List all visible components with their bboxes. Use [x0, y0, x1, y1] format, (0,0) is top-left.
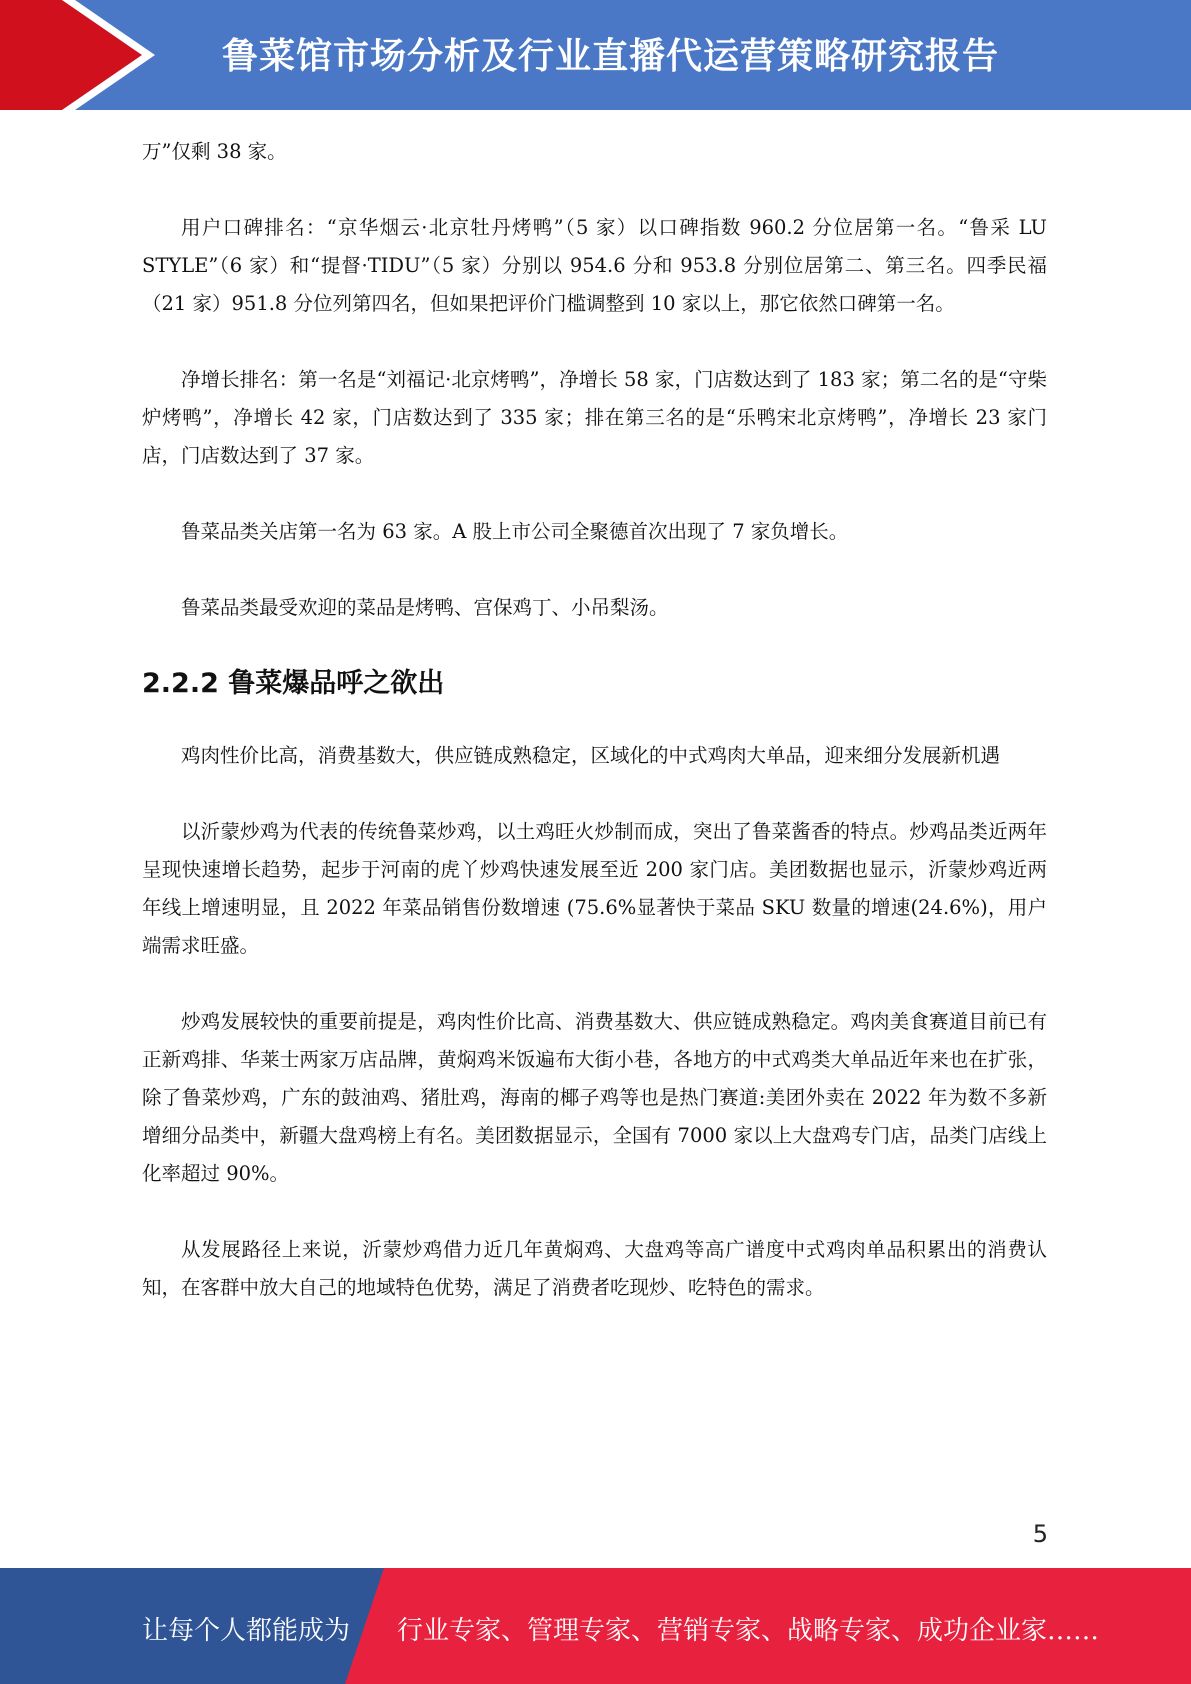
- page-number: 5: [1032, 1520, 1048, 1548]
- paragraph: 用户口碑排名：“京华烟云·北京牡丹烤鸭”（5 家）以口碑指数 960.2 分位居第一名。“鲁采 LU STYLE”（6 家）和“提督·TIDU”（5 家）分别以 954.6 分和 953.8 分别位居第二、第三名。四季民福（21 家）951.8 分位列第四名，但如果把评价门槛调整到 10 家以上，那它依然口碑第一名。: [142, 216, 1047, 315]
- page-footer: [0, 1568, 1191, 1684]
- report-title: 鲁菜馆市场分析及行业直播代运营策略研究报告: [222, 36, 1000, 77]
- section-heading: 2.2.2 鲁菜爆品呼之欲出: [142, 668, 445, 699]
- paragraph: 万”仅剩 38 家。: [142, 140, 287, 163]
- paragraph: 以沂蒙炒鸡为代表的传统鲁菜炒鸡，以土鸡旺火炒制而成，突出了鲁菜酱香的特点。炒鸡品类近两年呈现快速增长趋势，起步于河南的虎丫炒鸡快速发展至近 200 家门店。美团数据也显示，沂蒙炒鸡近两年线上增速明显，且 2022 年菜品销售份数增速 (75.6%显著快于菜品 SKU 数量的增速(24.6%)，用户端需求旺盛。: [142, 820, 1047, 957]
- main-content: [142, 133, 1047, 1345]
- paragraph: 净增长排名：第一名是“刘福记·北京烤鸭”，净增长 58 家，门店数达到了 183 家；第二名的是“守柴炉烤鸭”，净增长 42 家，门店数达到了 335 家；排在第三名的是“乐鸭宋北京烤鸭”，净增长 23 家门店，门店数达到了 37 家。: [142, 368, 1047, 467]
- page-header: [0, 0, 1191, 110]
- paragraph: 鲁菜品类关店第一名为 63 家。A 股上市公司全聚德首次出现了 7 家负增长。: [181, 520, 849, 543]
- footer-slogan-right: 行业专家、管理专家、营销专家、战略专家、成功企业家……: [397, 1616, 1100, 1646]
- paragraph: 鲁菜品类最受欢迎的菜品是烤鸭、宫保鸡丁、小吊梨汤。: [181, 596, 669, 619]
- paragraph: 鸡肉性价比高，消费基数大，供应链成熟稳定，区域化的中式鸡肉大单品，迎来细分发展新机遇: [181, 744, 1001, 767]
- footer-slogan-left: 让每个人都能成为: [142, 1616, 351, 1646]
- paragraph: 从发展路径上来说，沂蒙炒鸡借力近几年黄焖鸡、大盘鸡等高广谱度中式鸡肉单品积累出的消费认知，在客群中放大自己的地域特色优势，满足了消费者吃现炒、吃特色的需求。: [142, 1238, 1047, 1299]
- paragraph: 炒鸡发展较快的重要前提是，鸡肉性价比高、消费基数大、供应链成熟稳定。鸡肉美食赛道目前已有正新鸡排、华莱士两家万店品牌，黄焖鸡米饭遍布大街小巷，各地方的中式鸡类大单品近年来也在扩张，除了鲁菜炒鸡，广东的鼓油鸡、猪肚鸡，海南的椰子鸡等也是热门赛道:美团外卖在 2022 年为数不多新增细分品类中，新疆大盘鸡榜上有名。美团数据显示，全国有 7000 家以上大盘鸡专门店，品类门店线上化率超过 90%。: [142, 1010, 1047, 1185]
